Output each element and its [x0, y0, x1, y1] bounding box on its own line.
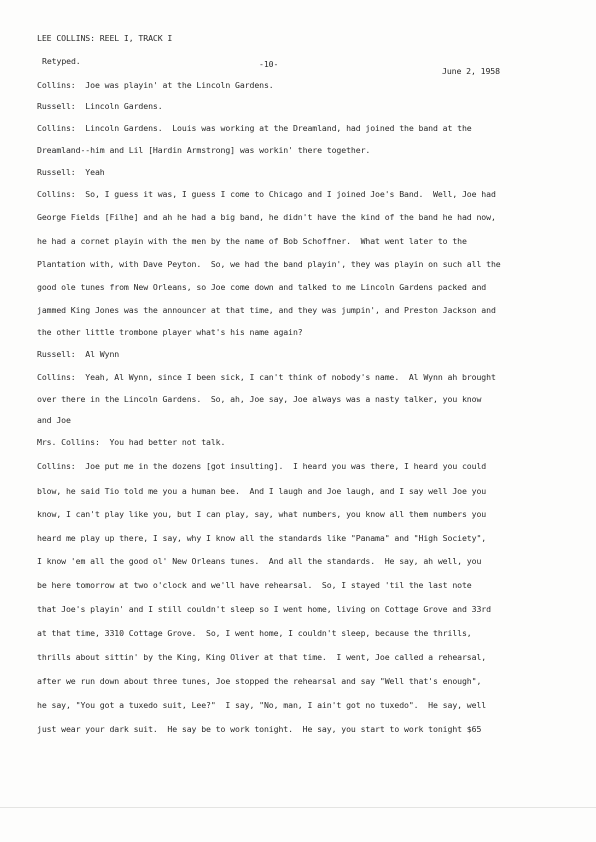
- transcript-line: he say, "You got a tuxedo suit, Lee?" I say, "No, man, I ain't got no tuxedo". He say, well: [37, 700, 487, 710]
- transcript-line: Collins: Joe put me in the dozens [got insulting]. I heard you was there, I heard you could: [37, 461, 487, 471]
- transcript-line: George Fields [Filhe] and ah he had a big band, he didn't have the kind of the band he had now,: [37, 212, 496, 222]
- transcript-line: Collins: Joe was playin' at the Lincoln Gardens.: [37, 80, 274, 90]
- transcript-line: Mrs. Collins: You had better not talk.: [37, 437, 226, 447]
- transcript-line: at that time, 3310 Cottage Grove. So, I went home, I couldn't sleep, because the thrills,: [37, 628, 472, 638]
- transcript-line: that Joe's playin' and I still couldn't sleep so I went home, living on Cottage Grove and 33rd: [37, 604, 491, 614]
- transcript-line: Russell: Lincoln Gardens.: [37, 101, 163, 111]
- transcript-line: blow, he said Tio told me you a human bee. And I laugh and Joe laugh, and I say well Joe you: [37, 486, 487, 496]
- page-edge-divider: [0, 807, 596, 808]
- page-header-title: LEE COLLINS: REEL I, TRACK I: [37, 33, 173, 43]
- transcript-line: thrills about sittin' by the King, King Oliver at that time. I went, Joe called a rehearsal,: [37, 652, 487, 662]
- transcript-line: Dreamland--him and Lil [Hardin Armstrong] was workin' there together.: [37, 145, 371, 155]
- transcript-line: after we run down about three tunes, Joe stopped the rehearsal and say "Well that's enough",: [37, 676, 482, 686]
- transcript-line: and Joe: [37, 415, 71, 425]
- transcript-line: be here tomorrow at two o'clock and we'll have rehearsal. So, I stayed 'til the last note: [37, 580, 472, 590]
- transcript-line: I know 'em all the good ol' New Orleans tunes. And all the standards. He say, ah well, you: [37, 556, 482, 566]
- transcript-line: know, I can't play like you, but I can play, say, what numbers, you know all them numbers you: [37, 509, 487, 519]
- transcript-line: Collins: So, I guess it was, I guess I come to Chicago and I joined Joe's Band. Well, Joe had: [37, 189, 496, 199]
- retyped-note: Retyped.: [42, 56, 81, 66]
- transcript-line: Russell: Yeah: [37, 167, 105, 177]
- transcript-line: heard me play up there, I say, why I know all the standards like "Panama" and "High Society",: [37, 533, 487, 543]
- transcript-line: he had a cornet playin with the men by the name of Bob Schoffner. What went later to the: [37, 236, 467, 246]
- transcript-line: the other little trombone player what's his name again?: [37, 327, 303, 337]
- transcript-line: good ole tunes from New Orleans, so Joe come down and talked to me Lincoln Gardens packed and: [37, 282, 487, 292]
- page-number: -10-: [259, 59, 279, 69]
- transcript-line: Collins: Lincoln Gardens. Louis was working at the Dreamland, had joined the band at the: [37, 123, 472, 133]
- transcript-line: Plantation with, with Dave Peyton. So, we had the band playin', they was playin on such all the: [37, 259, 501, 269]
- transcript-line: jammed King Jones was the announcer at that time, and they was jumpin', and Preston Jackson and: [37, 305, 496, 315]
- transcript-line: just wear your dark suit. He say be to work tonight. He say, you start to work tonight $65: [37, 724, 482, 734]
- date: June 2, 1958: [442, 66, 500, 76]
- transcript-line: Collins: Yeah, Al Wynn, since I been sick, I can't think of nobody's name. Al Wynn ah brought: [37, 372, 496, 382]
- transcript-line: Russell: Al Wynn: [37, 349, 120, 359]
- transcript-line: over there in the Lincoln Gardens. So, ah, Joe say, Joe always was a nasty talker, you know: [37, 394, 482, 404]
